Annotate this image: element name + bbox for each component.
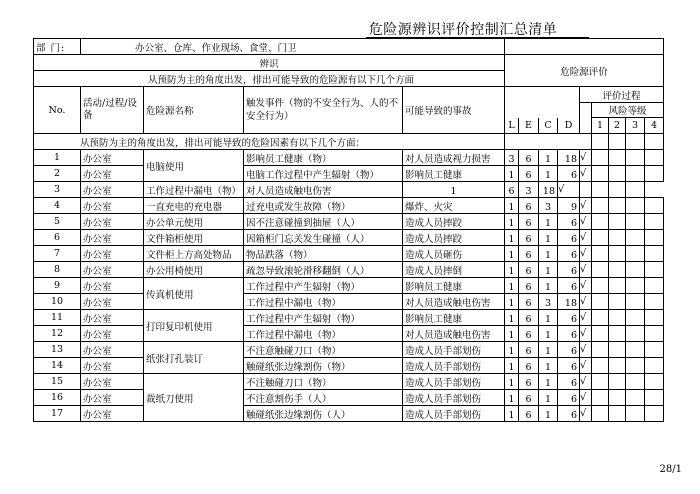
level-4: 4 xyxy=(645,118,664,134)
row-check-mark: √ xyxy=(580,374,592,390)
row-accident: 造成人员摔跤 xyxy=(403,230,505,246)
row-C: 1 xyxy=(539,326,558,342)
row-activity: 办公室 xyxy=(81,166,144,182)
row-activity: 办公室 xyxy=(81,150,144,166)
row-level-4 xyxy=(645,294,664,310)
row-no: 10 xyxy=(34,294,81,310)
row-level-4 xyxy=(645,262,664,278)
table-row xyxy=(34,358,664,374)
row-D: 18 xyxy=(558,294,580,310)
row-level-1 xyxy=(592,246,609,262)
row-activity: 办公室 xyxy=(81,278,144,294)
row-level-2 xyxy=(609,390,626,406)
section-note xyxy=(34,134,505,150)
row-C: 1 xyxy=(539,374,558,390)
row-D: 6 xyxy=(558,230,580,246)
row-activity: 办公室 xyxy=(81,182,144,198)
section-note-blank-3 xyxy=(609,134,626,150)
row-L: 1 xyxy=(505,278,519,294)
row-check-mark: √ xyxy=(580,278,592,294)
row-check-mark: √ xyxy=(580,262,592,278)
row-trigger: 不注触碰刀口（物） xyxy=(244,374,403,390)
row-level-2 xyxy=(609,326,626,342)
page-number: 28/1 xyxy=(659,464,682,475)
level-1: 1 xyxy=(592,118,609,134)
row-level-4 xyxy=(645,342,664,358)
row-activity: 办公室 xyxy=(81,262,144,278)
row-trigger: 影响员工健康（物） xyxy=(244,150,403,166)
row-level-1 xyxy=(592,214,609,230)
row-trigger: 工作过程中漏电（物） xyxy=(244,294,403,310)
table-row xyxy=(34,214,664,230)
table-row xyxy=(34,230,664,246)
row-accident: 造成人员砸伤 xyxy=(403,246,505,262)
row-D: 6 xyxy=(558,390,580,406)
row-D: 6 xyxy=(558,374,580,390)
row-no: 17 xyxy=(34,406,81,422)
row-level-2 xyxy=(609,214,626,230)
row-level-3 xyxy=(626,166,645,182)
row-C: 3 xyxy=(539,198,558,214)
row-E: 6 xyxy=(519,358,539,374)
row-L: 3 xyxy=(505,150,519,166)
row-E: 6 xyxy=(519,166,539,182)
row-C: 1 xyxy=(539,278,558,294)
section-note-blank-4 xyxy=(626,134,645,150)
table-row xyxy=(34,262,664,278)
row-trigger: 不注意割伤手（人） xyxy=(244,390,403,406)
row-accident: 对人员造成触电伤害 xyxy=(403,294,505,310)
row-hazard: 文件箱柜使用 xyxy=(144,230,244,246)
row-level-1 xyxy=(592,342,609,358)
row-E: 6 xyxy=(519,246,539,262)
dept-value-text: 办公室、仓库、作业现场、食堂、门卫 xyxy=(135,42,297,54)
row-E: 6 xyxy=(519,214,539,230)
row-hazard: 电脑使用 xyxy=(144,150,244,182)
row-level-1 xyxy=(592,326,609,342)
row-C: 1 xyxy=(539,150,558,166)
row-check-mark: √ xyxy=(580,358,592,374)
row-C: 3 xyxy=(519,182,539,198)
row-level-4 xyxy=(645,230,664,246)
row-check-mark: √ xyxy=(580,326,592,342)
col-trigger: 触发事件（物的不安全行为、人的不安全行为） xyxy=(244,87,403,134)
row-D: 6 xyxy=(558,326,580,342)
row-no: 9 xyxy=(34,278,81,294)
row-level-4 xyxy=(645,166,664,182)
row-level-1 xyxy=(592,230,609,246)
row-level-1 xyxy=(592,374,609,390)
row-level-3 xyxy=(626,406,645,422)
row-activity: 办公室 xyxy=(81,326,144,342)
identify-header: 辨识 xyxy=(34,55,505,71)
row-E: 6 xyxy=(519,150,539,166)
table-row xyxy=(34,310,664,326)
row-trigger: 过充电或发生故障（物） xyxy=(244,198,403,214)
table-row xyxy=(34,342,664,358)
row-check-mark: √ xyxy=(580,406,592,422)
row-activity: 办公室 xyxy=(81,390,144,406)
row-L: 1 xyxy=(505,294,519,310)
row-level-2 xyxy=(609,230,626,246)
row-no: 8 xyxy=(34,262,81,278)
row-level-4 xyxy=(645,374,664,390)
row-D: 6 xyxy=(558,214,580,230)
row-trigger: 工作过程中漏电（物） xyxy=(244,326,403,342)
row-level-2 xyxy=(609,406,626,422)
row-C: 1 xyxy=(539,246,558,262)
row-check-mark: √ xyxy=(580,166,592,182)
row-accident: 对人员造成触电伤害 xyxy=(244,182,403,198)
row-level-2 xyxy=(592,182,609,198)
row-level-4 xyxy=(645,390,664,406)
row-level-3 xyxy=(609,182,626,198)
row-level-2 xyxy=(609,310,626,326)
row-hazard: 一直充电的充电器 xyxy=(144,198,244,214)
table-row xyxy=(34,406,664,422)
row-level-2 xyxy=(609,358,626,374)
row-L: 1 xyxy=(505,374,519,390)
row-check-mark: √ xyxy=(580,230,592,246)
row-trigger: 不注意触碰刀口（物） xyxy=(244,342,403,358)
row-E: 6 xyxy=(519,374,539,390)
row-level-4 xyxy=(645,358,664,374)
row-no: 14 xyxy=(34,358,81,374)
table-row xyxy=(34,198,664,214)
row-no: 13 xyxy=(34,342,81,358)
row-level-2 xyxy=(609,342,626,358)
row-level-3 xyxy=(626,262,645,278)
row-check-mark: √ xyxy=(580,150,592,166)
row-E: 6 xyxy=(519,326,539,342)
row-level-3 xyxy=(626,278,645,294)
section-note-blank-1 xyxy=(505,134,592,150)
row-D: 18 xyxy=(539,182,558,198)
row-hazard: 办公用椅使用 xyxy=(144,262,244,278)
col-D: D xyxy=(558,118,580,134)
row-trigger: 工作过程中产生辐射（物） xyxy=(244,278,403,294)
row-L: 1 xyxy=(505,166,519,182)
row-level-3 xyxy=(626,310,645,326)
row-E: 6 xyxy=(519,262,539,278)
row-check-mark: √ xyxy=(580,342,592,358)
row-level-3 xyxy=(626,214,645,230)
section-note-blank-5 xyxy=(645,134,664,150)
risk-level: 风险等级 xyxy=(592,103,664,118)
row-D: 9 xyxy=(558,198,580,214)
row-activity: 办公室 xyxy=(81,230,144,246)
row-C: 1 xyxy=(539,262,558,278)
row-trigger: 触碰纸张边缘割伤（物） xyxy=(244,358,403,374)
row-level-3 xyxy=(626,374,645,390)
prevention-note xyxy=(34,71,505,87)
row-level-4 xyxy=(645,326,664,342)
row-level-2 xyxy=(609,294,626,310)
row-check-mark: √ xyxy=(580,246,592,262)
col-hazard: 危险源名称 xyxy=(144,87,244,134)
column-header-row-1 xyxy=(34,87,664,103)
row-L: 1 xyxy=(505,326,519,342)
identify-row xyxy=(34,55,664,71)
row-level-4 xyxy=(645,278,664,294)
row-C: 3 xyxy=(539,294,558,310)
row-check-mark: √ xyxy=(558,182,580,198)
row-level-4 xyxy=(645,150,664,166)
row-level-1 xyxy=(592,262,609,278)
row-accident: 造成人员摔跤 xyxy=(403,214,505,230)
row-D: 6 xyxy=(558,262,580,278)
row-hazard: 纸张打孔装订 xyxy=(144,342,244,374)
row-accident: 对人员造成触电伤害 xyxy=(403,326,505,342)
dept-value xyxy=(81,39,505,55)
row-no: 12 xyxy=(34,326,81,342)
row-hazard: 办公单元使用 xyxy=(144,214,244,230)
row-no: 6 xyxy=(34,230,81,246)
row-accident: 对人员造成视力损害 xyxy=(403,150,505,166)
row-hazard: 打印复印机使用 xyxy=(144,310,244,342)
row-L: 1 xyxy=(505,310,519,326)
row-level-3 xyxy=(626,150,645,166)
row-C: 1 xyxy=(539,214,558,230)
row-trigger: 电脑工作过程中产生辐射（物） xyxy=(244,166,403,182)
row-no: 1 xyxy=(34,150,81,166)
row-level-2 xyxy=(609,150,626,166)
section-note-row xyxy=(34,134,664,150)
row-no: 15 xyxy=(34,374,81,390)
row-L: 1 xyxy=(505,214,519,230)
row-E: 6 xyxy=(519,294,539,310)
row-activity: 办公室 xyxy=(81,342,144,358)
row-trigger: 因箱柜门忘关发生碰撞（人） xyxy=(244,230,403,246)
row-accident: 造成人员手部划伤 xyxy=(403,342,505,358)
row-level-2 xyxy=(609,246,626,262)
row-activity: 办公室 xyxy=(81,310,144,326)
row-E: 6 xyxy=(519,230,539,246)
row-level-1 xyxy=(592,310,609,326)
row-D: 6 xyxy=(558,278,580,294)
table-row xyxy=(34,374,664,390)
row-level-3 xyxy=(626,342,645,358)
row-level-1 xyxy=(592,166,609,182)
row-level-2 xyxy=(609,198,626,214)
row-E: 6 xyxy=(519,198,539,214)
row-no: 4 xyxy=(34,198,81,214)
row-L: 1 xyxy=(505,342,519,358)
row-C: 1 xyxy=(539,358,558,374)
row-L: 1 xyxy=(505,198,519,214)
row-L: 1 xyxy=(505,262,519,278)
hazard-table xyxy=(33,38,664,422)
eval-process: 评价过程 xyxy=(580,87,664,103)
row-level-1 xyxy=(580,182,592,198)
dept-label: 部 门: xyxy=(34,39,81,55)
dept-blank xyxy=(505,39,664,55)
row-activity: 办公室 xyxy=(81,246,144,262)
eval-blank-top xyxy=(505,87,580,118)
col-C: C xyxy=(539,118,558,134)
row-D: 6 xyxy=(558,310,580,326)
row-E: 6 xyxy=(519,310,539,326)
row-level-3 xyxy=(626,294,645,310)
row-accident: 造成人员摔倒 xyxy=(403,262,505,278)
row-level-2 xyxy=(609,278,626,294)
section-note-blank-2 xyxy=(592,134,609,150)
row-check-mark: √ xyxy=(580,214,592,230)
level-2: 2 xyxy=(609,118,626,134)
row-L: 1 xyxy=(403,182,505,198)
row-accident: 造成人员手部划伤 xyxy=(403,374,505,390)
col-E: E xyxy=(519,118,539,134)
row-C: 1 xyxy=(539,310,558,326)
row-no: 16 xyxy=(34,390,81,406)
table-row xyxy=(34,166,664,182)
row-no: 2 xyxy=(34,166,81,182)
row-accident: 影响员工健康 xyxy=(403,310,505,326)
row-E: 6 xyxy=(519,390,539,406)
row-trigger: 疏忽导致滚轮滑移翻倒（人） xyxy=(244,262,403,278)
eval-sub-blank xyxy=(580,103,592,134)
prevention-note-text: 从预防为主的角度出发，排出可能导致的危险源有以下几个方面 xyxy=(148,74,415,86)
row-level-2 xyxy=(609,374,626,390)
section-note-text: 从预防为主的角度出发，排出可能导致的危险因素有以下几个方面： xyxy=(80,137,366,149)
row-accident: 影响员工健康 xyxy=(403,278,505,294)
row-E: 6 xyxy=(519,406,539,422)
row-L: 1 xyxy=(505,406,519,422)
row-level-1 xyxy=(592,294,609,310)
row-no: 5 xyxy=(34,214,81,230)
row-level-4 xyxy=(645,198,664,214)
row-accident: 造成人员手部划伤 xyxy=(403,390,505,406)
row-level-3 xyxy=(626,198,645,214)
row-level-3 xyxy=(626,230,645,246)
row-activity: 办公室 xyxy=(81,214,144,230)
row-level-1 xyxy=(592,358,609,374)
row-level-4 xyxy=(645,310,664,326)
row-activity: 办公室 xyxy=(81,358,144,374)
row-level-2 xyxy=(609,262,626,278)
row-level-4 xyxy=(626,182,645,198)
row-D: 6 xyxy=(558,246,580,262)
row-level-1 xyxy=(592,198,609,214)
row-accident: 造成人员手部划伤 xyxy=(403,358,505,374)
row-hazard: 裁纸刀使用 xyxy=(144,374,244,422)
row-accident: 影响员工健康 xyxy=(403,166,505,182)
row-check-mark: √ xyxy=(580,294,592,310)
table-row xyxy=(34,390,664,406)
row-trigger: 触碰纸张边缘割伤（人） xyxy=(244,406,403,422)
row-trigger: 工作过程中漏电（物） xyxy=(144,182,244,198)
table-row xyxy=(34,326,664,342)
row-accident: 造成人员手部划伤 xyxy=(403,406,505,422)
row-level-1 xyxy=(592,150,609,166)
row-level-3 xyxy=(626,358,645,374)
row-level-4 xyxy=(645,246,664,262)
row-level-3 xyxy=(626,326,645,342)
row-E: 6 xyxy=(505,182,519,198)
evaluate-header: 危险源评价 xyxy=(505,55,664,87)
col-activity: 活动/过程/设备 xyxy=(81,87,144,134)
row-level-4 xyxy=(645,214,664,230)
row-D: 18 xyxy=(558,150,580,166)
row-trigger: 物品跌落（物） xyxy=(244,246,403,262)
row-accident: 爆炸、火灾 xyxy=(403,198,505,214)
table-row xyxy=(34,246,664,262)
row-D: 6 xyxy=(558,406,580,422)
row-level-4 xyxy=(645,406,664,422)
row-E: 6 xyxy=(519,342,539,358)
col-L: L xyxy=(505,118,519,134)
row-C: 1 xyxy=(539,342,558,358)
row-check-mark: √ xyxy=(580,310,592,326)
row-L: 1 xyxy=(505,246,519,262)
row-level-1 xyxy=(592,406,609,422)
row-activity: 办公室 xyxy=(81,406,144,422)
row-D: 6 xyxy=(558,342,580,358)
row-level-3 xyxy=(626,246,645,262)
row-level-1 xyxy=(592,390,609,406)
row-check-mark: √ xyxy=(580,390,592,406)
page-title: 危险源辨识评价控制汇总清单 xyxy=(368,22,558,38)
row-D: 6 xyxy=(558,166,580,182)
level-3: 3 xyxy=(626,118,645,134)
row-level-2 xyxy=(609,166,626,182)
row-level-3 xyxy=(626,390,645,406)
row-E: 6 xyxy=(519,278,539,294)
row-activity: 办公室 xyxy=(81,294,144,310)
dept-row xyxy=(34,39,664,55)
row-L: 1 xyxy=(505,230,519,246)
row-activity: 办公室 xyxy=(81,198,144,214)
row-C: 1 xyxy=(539,406,558,422)
row-no: 11 xyxy=(34,310,81,326)
table-row xyxy=(34,182,664,198)
row-no: 7 xyxy=(34,246,81,262)
row-hazard: 文件柜上方高处物品 xyxy=(144,246,244,262)
table-row xyxy=(34,294,664,310)
row-D: 6 xyxy=(558,358,580,374)
row-C: 1 xyxy=(539,390,558,406)
table-row xyxy=(34,150,664,166)
col-accident: 可能导致的事故 xyxy=(403,87,505,134)
row-activity: 办公室 xyxy=(81,374,144,390)
row-level-1 xyxy=(592,278,609,294)
row-trigger: 因不注意碰撞到抽屉（人） xyxy=(244,214,403,230)
row-hazard: 传真机使用 xyxy=(144,278,244,310)
row-C: 1 xyxy=(539,166,558,182)
row-L: 1 xyxy=(505,358,519,374)
row-C: 1 xyxy=(539,230,558,246)
row-L: 1 xyxy=(505,390,519,406)
row-trigger: 工作过程中产生辐射（物） xyxy=(244,310,403,326)
table-row xyxy=(34,278,664,294)
row-no: 3 xyxy=(34,182,81,198)
col-no: No. xyxy=(34,87,81,134)
row-check-mark: √ xyxy=(580,198,592,214)
